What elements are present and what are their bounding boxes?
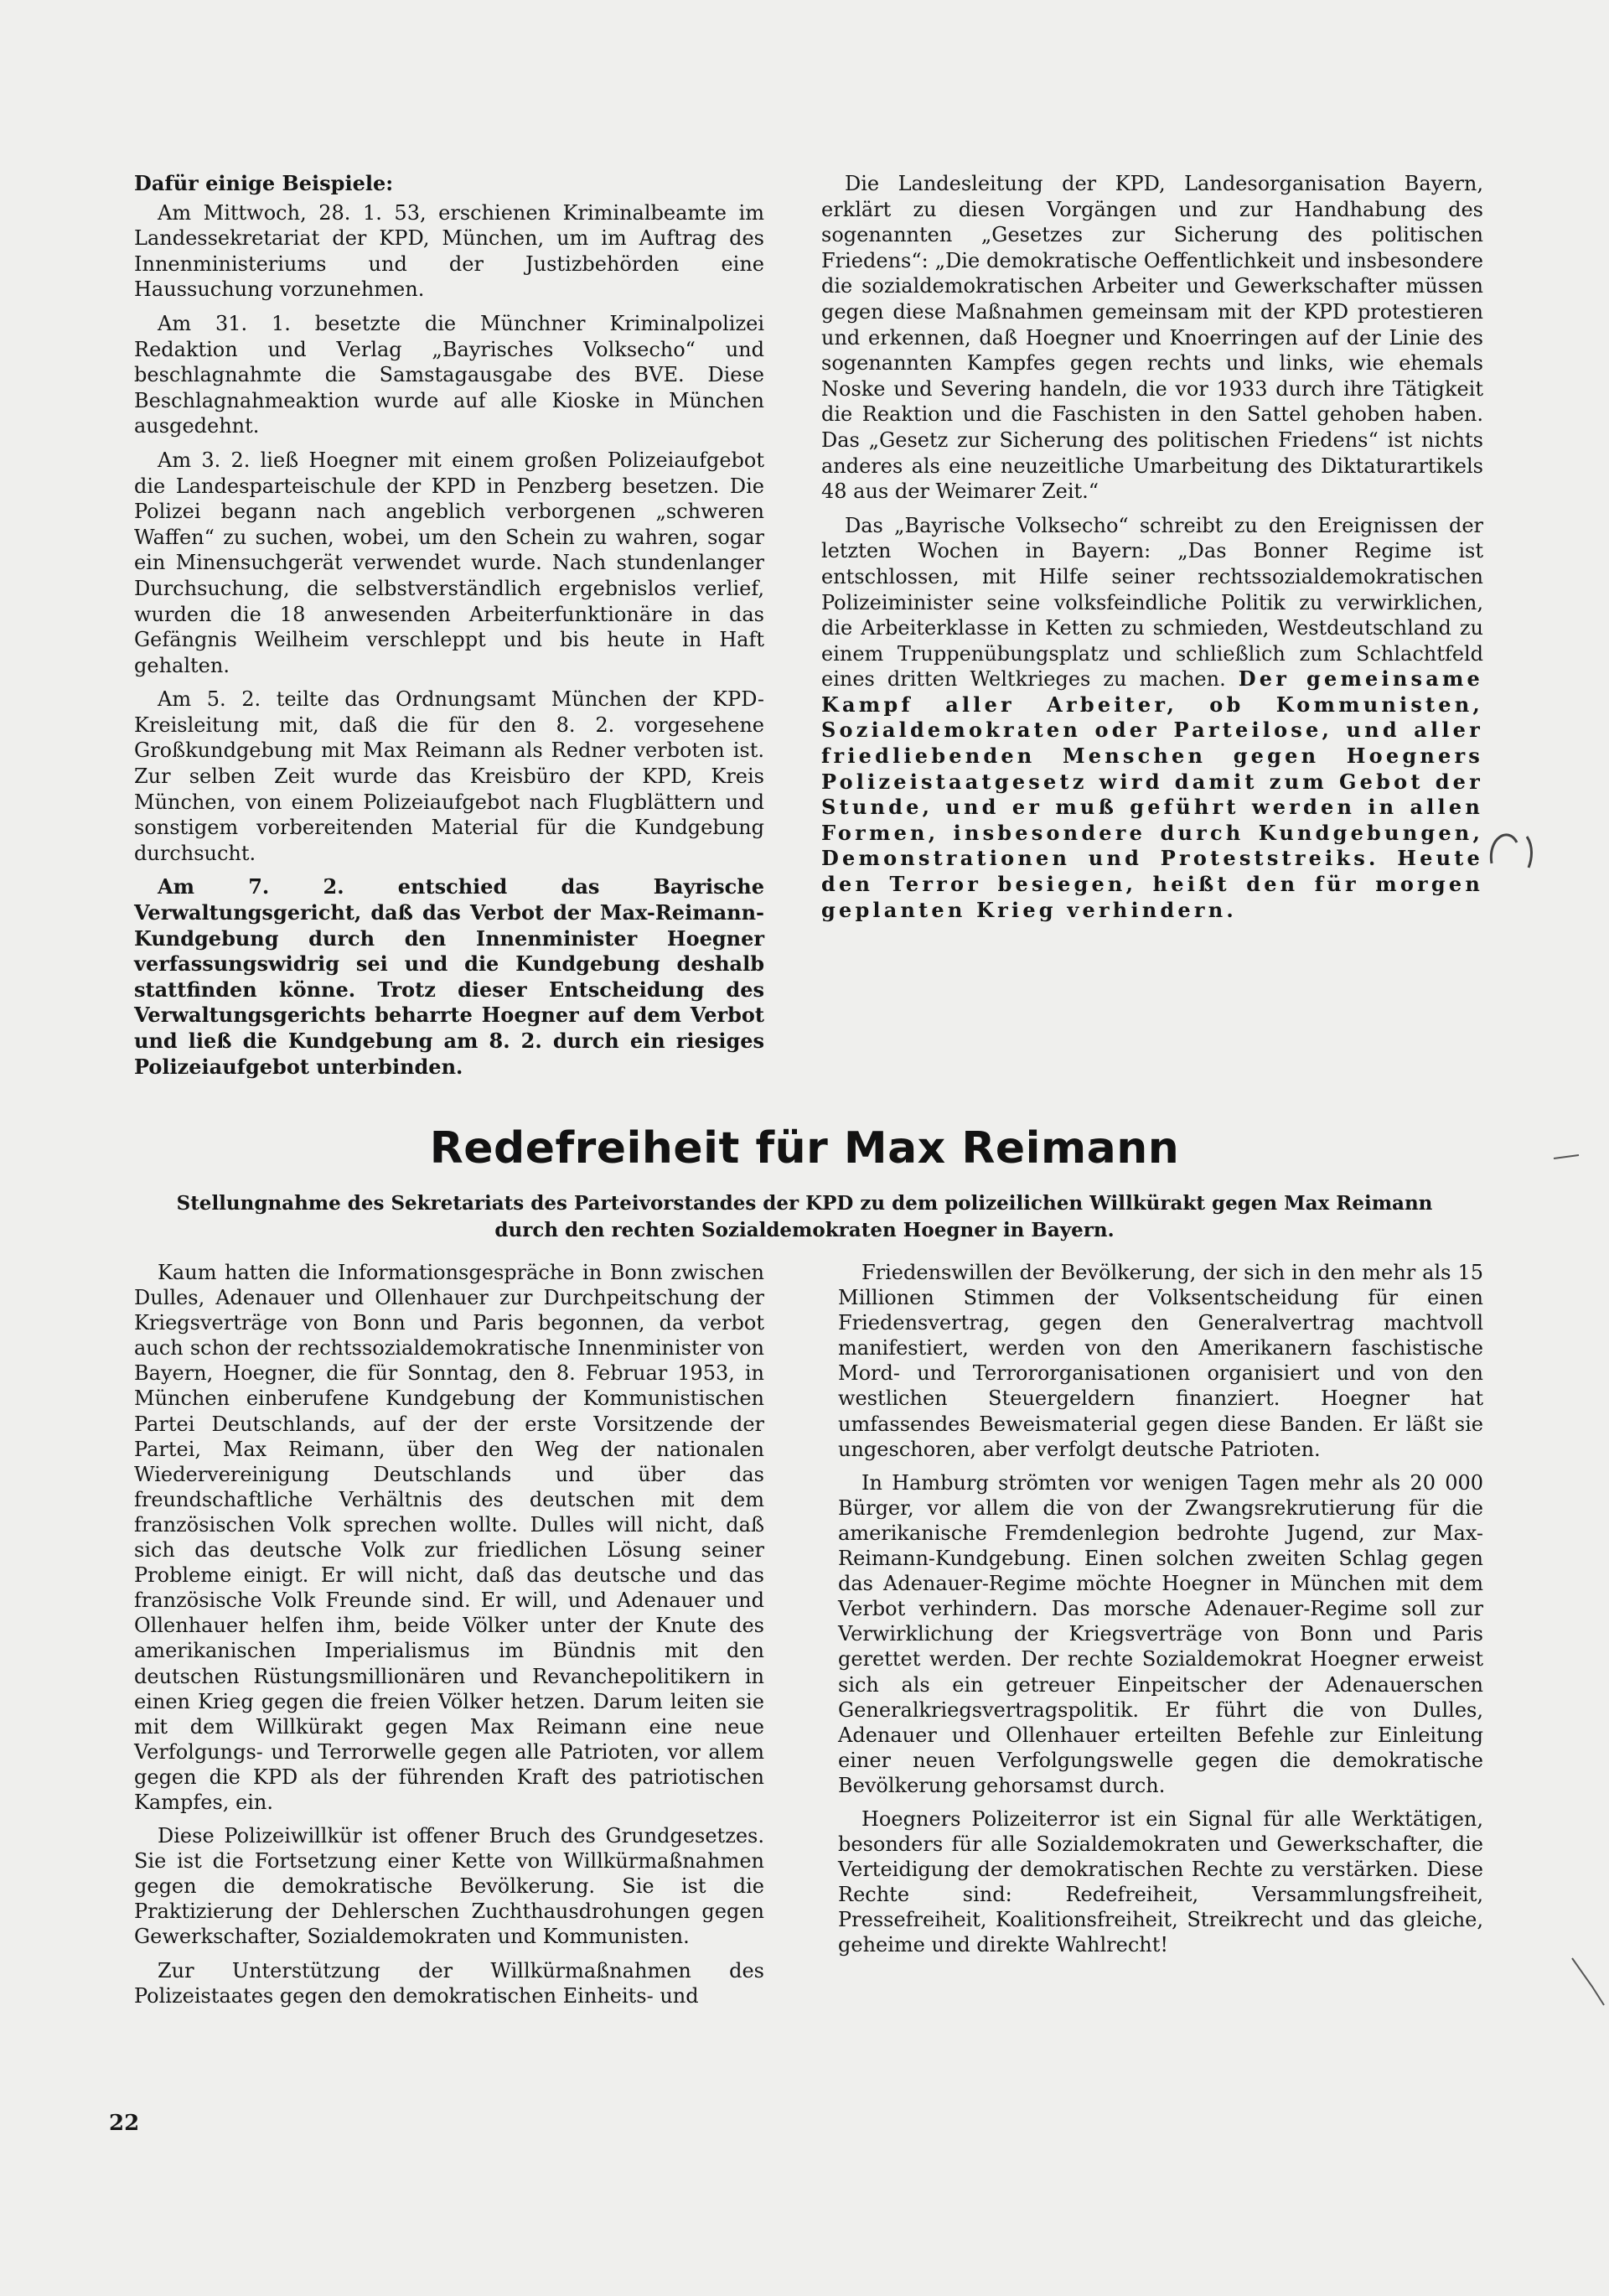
bottom-left-column	[134, 1260, 764, 2017]
scan-smudge-icon	[1550, 1148, 1584, 1165]
top-right-column	[821, 171, 1483, 931]
page-number: 22	[109, 2111, 140, 2136]
bottom-paragraph-2: Diese Polizeiwillkür ist offener Bruch des Grundgesetzes. Sie ist die Fortsetzung einer Kette von Willkürmaßnahmen gegen die demokratische Bevölkerung. Sie ist die Praktizierung der Dehlerschen Zuchthausdrohungen gegen Gewerkschafter, Sozialdemokraten und Kommunisten.	[134, 1824, 764, 1949]
bottom-paragraph-4: Friedenswillen der Bevölkerung, der sich in den mehr als 15 Millionen Stimmen der Volksentscheidung für einen Friedensvertrag, gegen den Generalvertrag machtvoll manifestiert, werden von den Amerikanern faschistische Mord- und Terrororganisationen organisiert und von den westlichen Steuergeldern finanziert. Hoegner hat umfassendes Beweismaterial gegen diese Banden. Er läßt sie ungeschoren, aber verfolgt deutsche Patrioten.	[838, 1261, 1483, 1461]
bottom-paragraph-1: Kaum hatten die Informationsgespräche in Bonn zwischen Dulles, Adenauer und Ollenhauer zur Durchpeitschung der Kriegsverträge von Bonn und Paris begonnen, da verbot auch schon der rechtssozialdemokratische Innenminister von Bayern, Hoegner, die für Sonntag, den 8. Februar 1953, in München einberufene Kundgebung der Kommunistischen Partei Deutschlands, auf der der erste Vorsitzende der Partei, Max Reimann, über den Weg der nationalen Wiedervereinigung Deutschlands und über das freundschaftliche Verhältnis des deutschen mit dem französischen Volk sprechen wollte. Dulles will nicht, daß sich das deutsche Volk zur friedlichen Lösung seiner Probleme einigt. Er will nicht, daß das deutsche und das französische Volk Freunde sind. Er will, und Adenauer und Ollenhauer helfen ihm, beide Völker unter der Knute des amerikanischen Imperialismus im Bündnis mit den deutschen Rüstungsmillionären und Revanchepolitikern in einen Krieg gegen die freien Völker hetzen. Darum leiten sie mit dem Willkürakt gegen Max Reimann eine neue Verfolgungs- und Terrorwelle gegen alle Patrioten, vor allem gegen die KPD als der führenden Kraft des patriotischen Kampfes, ein.	[134, 1261, 764, 1814]
headline: Redefreiheit für Max Reimann	[429, 1123, 1180, 1174]
bottom-paragraph-6: Hoegners Polizeiterror ist ein Signal für alle Werktätigen, besonders für alle Sozialdemokraten und Gewerkschafter, die Verteidigung der demokratischen Rechte zu verstärken. Diese Rechte sind: Redefreiheit, Versammlungsfreiheit, Pressefreiheit, Koalitionsfreiheit, Streikrecht und das gleiche, geheime und direkte Wahlrecht!	[838, 1806, 1483, 1957]
volksecho-quote-spaced: Der gemeinsame Kampf aller Arbeiter, ob Kommunisten, Sozialdemokraten oder Parteilose, und aller friedliebenden Menschen gegen Hoegners Polizeistaatgesetz wird damit zum Gebot der Stunde, und er muß geführt werden in allen Formen, insbesondere durch Kundgebungen, Demonstrationen und Proteststreiks. Heute den Terror besiegen, heißt den für morgen geplanten Krieg verhindern.	[821, 666, 1484, 922]
paragraph-7-2-bold: Am 7. 2. entschied das Bayrische Verwaltungsgericht, daß das Verbot der Max-Reimann-Kundgebung durch den Innenminister Hoegner verfassungswidrig sei und die Kundgebung deshalb stattfinden könne. Trotz dieser Entscheidung des Verwaltungsgerichts beharrte Hoegner auf dem Verbot und ließ die Kundgebung am 8. 2. durch ein riesiges Polizeiaufgebot unterbinden.	[134, 874, 764, 1079]
volksecho-quote	[821, 513, 1483, 924]
examples-intro: Dafür einige Beispiele:	[134, 171, 394, 195]
bottom-paragraph-5: In Hamburg strömten vor wenigen Tagen mehr als 20 000 Bürger, vor allem die von der Zwangsrekrutierung für die amerikanische Fremdenlegion bedrohte Jugend, zur Max-Reimann-Kundgebung. Einen solchen zweiten Schlag gegen das Adenauer-Regime möchte Hoegner in München mit dem Verbot verhindern. Das morsche Adenauer-Regime soll zur Verwirklichung der Kriegsverträge von Bonn und Paris gerettet werden. Der rechte Sozialdemokrat Hoegner erweist sich als ein getreuer Einpeitscher der Adenauerschen Generalkriegsvertragspolitik. Er führt die von Dulles, Adenauer und Ollenhauer erteilten Befehle zur Einleitung einer neuen Verfolgungswelle gegen die demokratische Bevölkerung gehorsamst durch.	[838, 1470, 1483, 1797]
paragraph-3-2: Am 3. 2. ließ Hoegner mit einem großen Polizeiaufgebot die Landesparteischule der KPD in Penzberg besetzen. Die Polizei begann nach angeblich verborgenen „schweren Waffen“ zu suchen, wobei, um den Schein zu wahren, sogar ein Minensuchgerät verwendet wurde. Nach stundenlanger Durchsuchung, die selbstverständlich ergebnislos verlief, wurden die 18 anwesenden Arbeiterfunktionäre in das Gefängnis Weilheim verschleppt und bis heute in Haft gehalten.	[134, 448, 764, 677]
bottom-right-column	[838, 1260, 1483, 1967]
paragraph-31-1: Am 31. 1. besetzte die Münchner Kriminalpolizei Redaktion und Verlag „Bayrisches Volksecho“ und beschlagnahmte die Samstagausgabe des BVE. Diese Beschlagnahmeaktion wurde auf alle Kioske in München ausgedehnt.	[134, 311, 764, 438]
paragraph-28-1-53: Am Mittwoch, 28. 1. 53, erschienen Kriminalbeamte im Landessekretariat der KPD, München, um im Auftrag des Innenministeriums und der Justizbehörden eine Haussuchung vorzunehmen.	[134, 200, 764, 302]
bottom-paragraph-3: Zur Unterstützung der Willkürmaßnahmen des Polizeistaates gegen den demokratischen Einheits- und	[134, 1958, 764, 2008]
scan-scratch-icon	[1567, 1953, 1609, 2012]
handwritten-mark-icon	[1483, 821, 1550, 880]
volksecho-quote-text: Das „Bayrische Volksecho“ schreibt zu den Ereignissen der letzten Wochen in Bayern: „Das Bonner Regime ist entschlossen, mit Hilfe seiner rechtssozialdemokratischen Polizeiminister seine volksfeindliche Politik zu verwirklichen, die Arbeiterklasse in Ketten zu schmieden, Westdeutschland zu einem Truppenübungsplatz und schließlich zum Schlachtfeld eines dritten Weltkrieges zu machen.	[821, 513, 1483, 692]
landesleitung-statement: Die Landesleitung der KPD, Landesorganisation Bayern, erklärt zu diesen Vorgängen und zur Handhabung des sogenannten „Gesetzes zur Sicherung des politischen Friedens“: „Die demokratische Oeffentlichkeit und insbesondere die sozialdemokratischen Arbeiter und Gewerkschafter müssen gegen diese Maßnahmen gemeinsam mit der KPD protestieren und erkennen, daß Hoegner und Knoerringen auf der Linie des sogenannten Kampfes gegen rechts und links, wie ehemals Noske und Severing handeln, die vor 1933 durch ihre Tätigkeit die Reaktion und die Faschisten in den Sattel gehoben haben. Das „Gesetz zur Sicherung des politischen Friedens“ ist nichts anderes als eine neuzeitliche Umarbeitung des Diktaturartikels 48 aus der Weimarer Zeit.“	[821, 172, 1483, 504]
paragraph-5-2: Am 5. 2. teilte das Ordnungsamt München der KPD-Kreisleitung mit, daß die für den 8. 2. vorgesehene Großkundgebung mit Max Reimann als Redner verboten ist. Zur selben Zeit wurde das Kreisbüro der KPD, Kreis München, von einem Polizeiaufgebot nach Flugblättern und sonstigem vorbereitenden Material für die Kundgebung durchsucht.	[134, 687, 764, 865]
top-left-column	[134, 171, 764, 1088]
subheadline: Stellungnahme des Sekretariats des Parteivorstandes der KPD zu dem polizeilichen Willkürakt gegen Max Reimann durch den rechten Sozialdemokraten Hoegner in Bayern.	[176, 1192, 1433, 1241]
